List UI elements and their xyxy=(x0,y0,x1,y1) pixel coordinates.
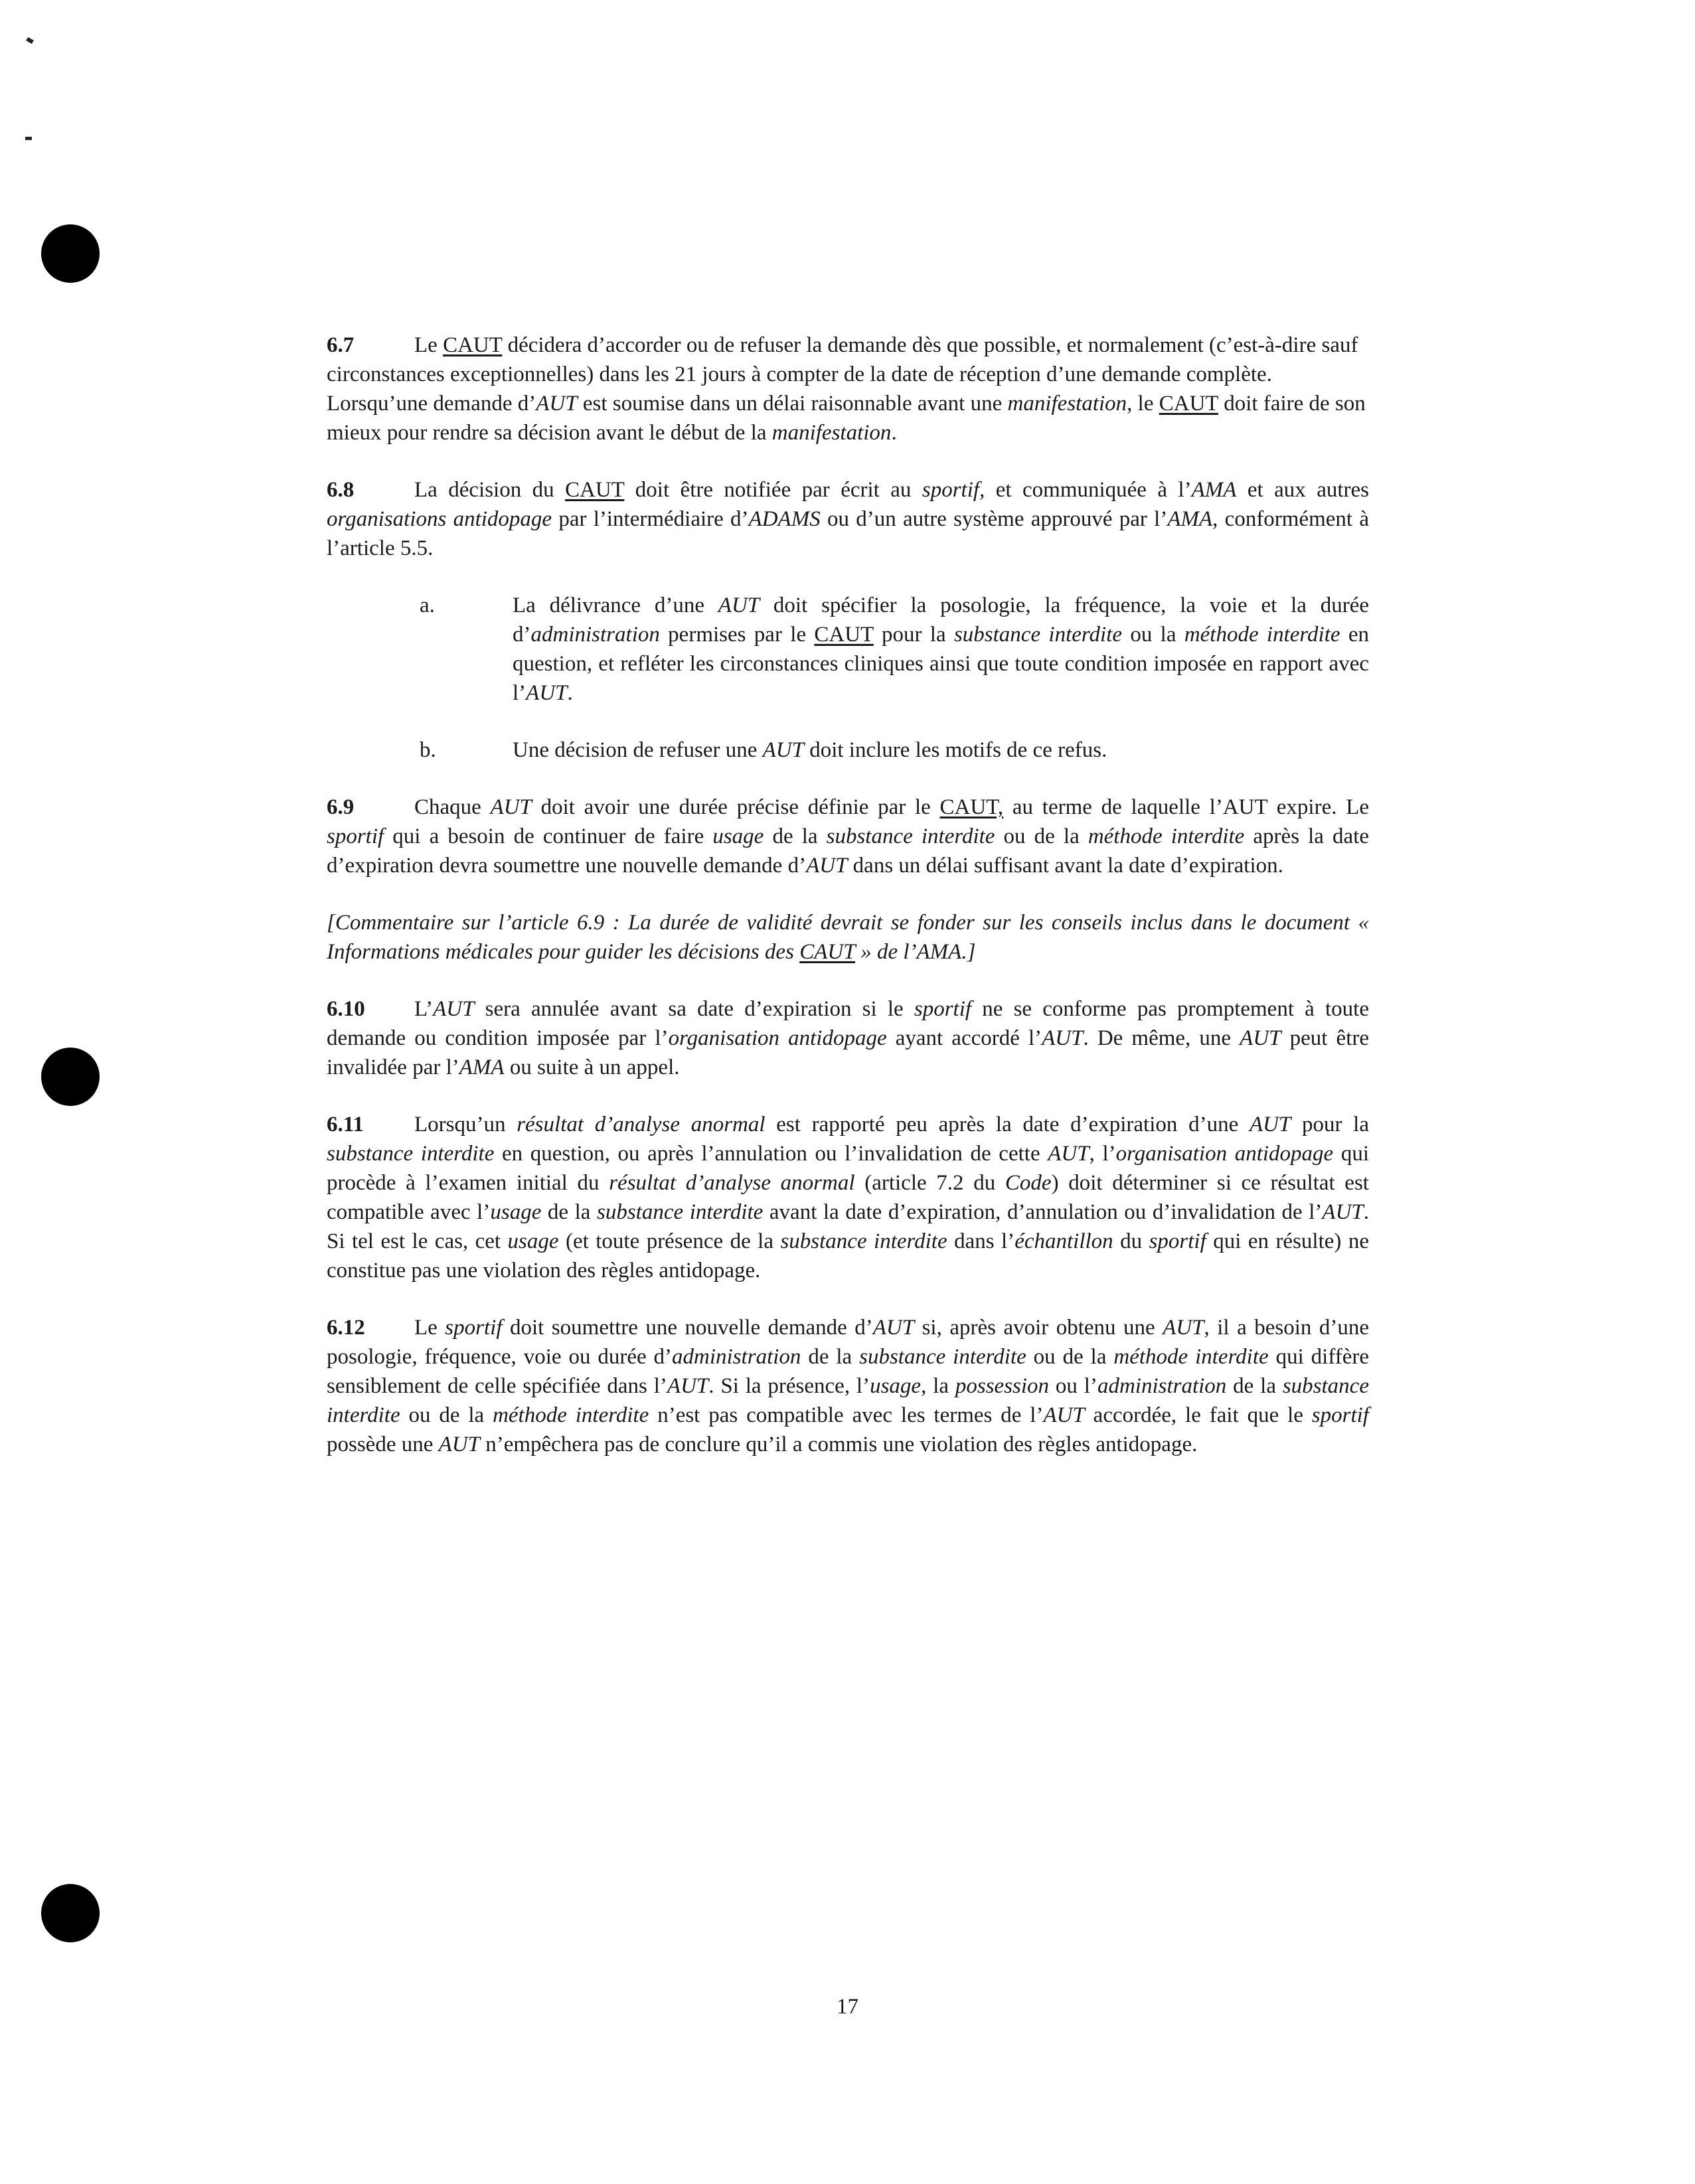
text: ou suite à un appel. xyxy=(504,1055,680,1079)
text: , la xyxy=(921,1374,955,1398)
text: La délivrance d’une xyxy=(513,593,718,617)
text: possède une xyxy=(327,1433,439,1456)
text: est soumise dans un délai raisonnable avant une xyxy=(577,392,1008,416)
term-sportif: sportif xyxy=(1149,1229,1206,1253)
page-number: 17 xyxy=(837,1995,858,2019)
term-caut: CAUT xyxy=(565,478,625,502)
term-sportif: sportif xyxy=(327,824,384,848)
article-6-8-b xyxy=(327,736,1369,765)
text: Lorsqu’un xyxy=(414,1113,517,1136)
term-substance-interdite: substance interdite xyxy=(327,1142,495,1166)
article-6-11 xyxy=(327,1110,1369,1285)
text: de la xyxy=(764,824,827,848)
term-aut: AUT xyxy=(1163,1316,1204,1340)
term-aut: AUT xyxy=(1322,1200,1364,1224)
term-ama: AMA xyxy=(1167,507,1213,531)
term-methode-interdite: méthode interdite xyxy=(493,1403,649,1427)
text: Le xyxy=(414,333,444,357)
item-label: b. xyxy=(420,738,436,762)
term-sportif: sportif xyxy=(914,997,972,1021)
text: doit être notifiée par écrit au xyxy=(624,478,922,502)
text: ne se conforme pas promptement à toute demande ou condition imposée par l’ xyxy=(327,997,1369,1050)
text: , l’ xyxy=(1089,1142,1116,1166)
term-substance-interdite: substance interdite xyxy=(780,1229,947,1253)
text: n’empêchera pas de conclure qu’il a commis une violation des règles antidopage. xyxy=(479,1433,1198,1456)
text: [Commentaire sur l’article 6.9 : La durée de validité devrait se fonder sur les conseils inclus dans le document « Informations médicales pour guider les décisions des xyxy=(327,911,1369,964)
scan-speck-1 xyxy=(26,37,34,44)
text: doit soumettre une nouvelle demande d’ xyxy=(502,1316,873,1340)
term-echantillon: échantillon xyxy=(1014,1229,1113,1253)
text: . xyxy=(567,681,573,705)
text: . xyxy=(891,421,897,445)
term-aut: AUT xyxy=(667,1374,709,1398)
term-aut: AUT xyxy=(1043,1403,1085,1427)
term-substance-interdite: substance interdite xyxy=(327,1374,1369,1427)
term-administration: administration xyxy=(530,623,660,647)
text: ) doit déterminer si ce résultat est compatible avec l’ xyxy=(327,1171,1369,1224)
term-substance-interdite: substance interdite xyxy=(953,623,1123,647)
term-aut: AUT xyxy=(762,738,804,762)
text: ayant accordé l’ xyxy=(886,1026,1042,1050)
text: . De même, une xyxy=(1083,1026,1240,1050)
item-label: a. xyxy=(420,593,435,617)
text: Le xyxy=(414,1316,445,1340)
term-organisation-antidopage: organisation antidopage xyxy=(668,1026,887,1050)
text: qui diffère sensiblement de celle spécifiée dans l’ xyxy=(327,1345,1369,1398)
item-text xyxy=(513,591,1369,708)
text: . Si la présence, l’ xyxy=(708,1374,870,1398)
term-aut: AUT xyxy=(872,1316,915,1340)
text: qui a besoin de continuer de faire xyxy=(384,824,713,848)
article-number: 6.7 xyxy=(327,333,355,357)
term-substance-interdite: substance interdite xyxy=(826,824,995,848)
text: doit spécifier la posologie, la fréquence, la voie et la durée d’ xyxy=(513,593,1369,647)
article-number: 6.11 xyxy=(327,1113,364,1136)
term-possession: possession xyxy=(955,1374,1050,1398)
text: ou d’un autre système approuvé par l’ xyxy=(820,507,1168,531)
term-aut: AUT xyxy=(1048,1142,1090,1166)
commentary-6-9 xyxy=(327,908,1369,967)
term-manifestation: manifestation xyxy=(771,421,892,445)
term-administration: administration xyxy=(672,1345,801,1369)
term-aut: AUT xyxy=(1249,1113,1291,1136)
text: est rapporté peu après la date d’expiration d’une xyxy=(765,1113,1250,1136)
term-aut: AUT xyxy=(433,997,475,1021)
text: et communiquée à l’ xyxy=(985,478,1192,502)
text: , le xyxy=(1127,392,1159,416)
term-sportif: sportif xyxy=(445,1316,503,1340)
text: en question, ou après l’annulation ou l’invalidation de cette xyxy=(494,1142,1048,1166)
punch-hole-middle xyxy=(41,1048,100,1106)
text: au terme de laquelle l’AUT expire. Le xyxy=(1003,795,1370,819)
punch-hole-bottom xyxy=(41,1884,100,1942)
term-administration: administration xyxy=(1097,1374,1227,1398)
text: n’est pas compatible avec les termes de l’ xyxy=(649,1403,1044,1427)
text: Une décision de refuser une xyxy=(513,738,763,762)
term-methode-interdite: méthode interdite xyxy=(1184,623,1340,647)
term-aut: AUT xyxy=(806,854,848,878)
text: qui en résulte) ne constitue pas une violation des règles antidopage. xyxy=(327,1229,1369,1283)
term-usage: usage xyxy=(490,1200,542,1224)
text: de la xyxy=(541,1200,598,1224)
term-aut: AUT xyxy=(526,681,568,705)
term-code: Code xyxy=(1005,1171,1052,1195)
term-aut: AUT xyxy=(718,593,760,617)
text: de la xyxy=(801,1345,860,1369)
article-6-12 xyxy=(327,1313,1369,1459)
text: ou de la xyxy=(1026,1345,1114,1369)
term-usage: usage xyxy=(712,824,764,848)
text: (article 7.2 du xyxy=(854,1171,1005,1195)
term-caut: CAUT, xyxy=(939,795,1004,819)
text: ou de la xyxy=(400,1403,493,1427)
term-sportif: sportif, xyxy=(922,478,985,502)
text: de la xyxy=(1226,1374,1283,1398)
term-substance-interdite: substance interdite xyxy=(597,1200,764,1224)
text: pour la xyxy=(873,623,954,647)
text: décidera d’accorder ou de refuser la demande dès que possible, et normalement (c’est-à-dire sauf circonstances exceptionnelles) dans les 21 jours à compter de la date de réception d’une demande complète. Lorsqu’une demande d’ xyxy=(327,333,1358,416)
text: doit faire de son mieux pour rendre sa décision avant le début de la xyxy=(327,392,1366,445)
term-aut: AUT xyxy=(438,1433,480,1456)
article-6-7 xyxy=(327,331,1369,447)
item-text xyxy=(513,736,1369,765)
text: doit inclure les motifs de ce refus. xyxy=(803,738,1107,762)
text: et aux autres xyxy=(1236,478,1370,502)
text: La décision du xyxy=(414,478,566,502)
term-aut: AUT xyxy=(1042,1026,1084,1050)
text: ou l’ xyxy=(1049,1374,1097,1398)
punch-hole-top xyxy=(41,224,100,283)
text: ou de la xyxy=(995,824,1088,848)
text: . Si tel est le cas, cet xyxy=(327,1200,1370,1253)
term-caut: CAUT xyxy=(814,623,874,647)
article-6-10 xyxy=(327,994,1369,1082)
term-sportif: sportif xyxy=(1311,1403,1369,1427)
term-resultat-analyse-anormal: résultat d’analyse anormal xyxy=(609,1171,855,1195)
document-body xyxy=(327,331,1369,1487)
text: dans l’ xyxy=(947,1229,1015,1253)
term-usage: usage xyxy=(507,1229,559,1253)
text: (et toute présence de la xyxy=(558,1229,781,1253)
text: pour la xyxy=(1291,1113,1369,1136)
term-aut: AUT xyxy=(1240,1026,1281,1050)
term-resultat-analyse-anormal: résultat d’analyse anormal xyxy=(517,1113,766,1136)
term-ama: AMA xyxy=(1191,478,1237,502)
text: par l’intermédiaire d’ xyxy=(552,507,749,531)
article-number: 6.10 xyxy=(327,997,365,1021)
text: avant la date d’expiration, d’annulation ou d’invalidation de l’ xyxy=(763,1200,1323,1224)
text: » de l’AMA.] xyxy=(854,940,976,964)
text: L’ xyxy=(414,997,434,1021)
term-substance-interdite: substance interdite xyxy=(859,1345,1026,1369)
term-usage: usage xyxy=(870,1374,922,1398)
term-caut: CAUT xyxy=(443,333,503,357)
term-caut: CAUT xyxy=(1159,392,1218,416)
text: peut être invalidée par l’ xyxy=(327,1026,1369,1079)
text: du xyxy=(1113,1229,1149,1253)
term-aut: AUT xyxy=(536,392,578,416)
text: après la date d’expiration devra soumettre une nouvelle demande d’ xyxy=(327,824,1370,878)
term-methode-interdite: méthode interdite xyxy=(1113,1345,1269,1369)
term-organisations-antidopage: organisations antidopage xyxy=(327,507,552,531)
article-6-9 xyxy=(327,793,1369,880)
text: ou la xyxy=(1122,623,1184,647)
text: permises par le xyxy=(659,623,815,647)
article-number: 6.8 xyxy=(327,478,355,502)
text: , il a besoin d’une posologie, fréquence, voie ou durée d’ xyxy=(327,1316,1370,1369)
article-6-8-a xyxy=(327,591,1369,708)
text: en question, et refléter les circonstances cliniques ainsi que toute condition imposée en rapport avec l’ xyxy=(513,623,1369,705)
term-caut: CAUT xyxy=(799,940,855,964)
term-organisation-antidopage: organisation antidopage xyxy=(1115,1142,1334,1166)
text: si, après avoir obtenu une xyxy=(914,1316,1163,1340)
article-6-8 xyxy=(327,475,1369,563)
term-adams: ADAMS xyxy=(748,507,821,531)
text: doit avoir une durée précise définie par le xyxy=(531,795,940,819)
term-methode-interdite: méthode interdite xyxy=(1088,824,1245,848)
scan-speck-2 xyxy=(25,137,32,140)
term-manifestation: manifestation xyxy=(1007,392,1127,416)
text: accordée, le fait que le xyxy=(1084,1403,1312,1427)
text: , conformément à l’article 5.5. xyxy=(327,507,1369,560)
text: dans un délai suffisant avant la date d’expiration. xyxy=(847,854,1283,878)
text: Chaque xyxy=(414,795,491,819)
article-number: 6.12 xyxy=(327,1316,365,1340)
term-aut: AUT xyxy=(490,795,532,819)
text: sera annulée avant sa date d’expiration si le xyxy=(474,997,914,1021)
term-ama: AMA xyxy=(459,1055,505,1079)
article-number: 6.9 xyxy=(327,795,355,819)
text: qui procède à l’examen initial du xyxy=(327,1142,1370,1195)
